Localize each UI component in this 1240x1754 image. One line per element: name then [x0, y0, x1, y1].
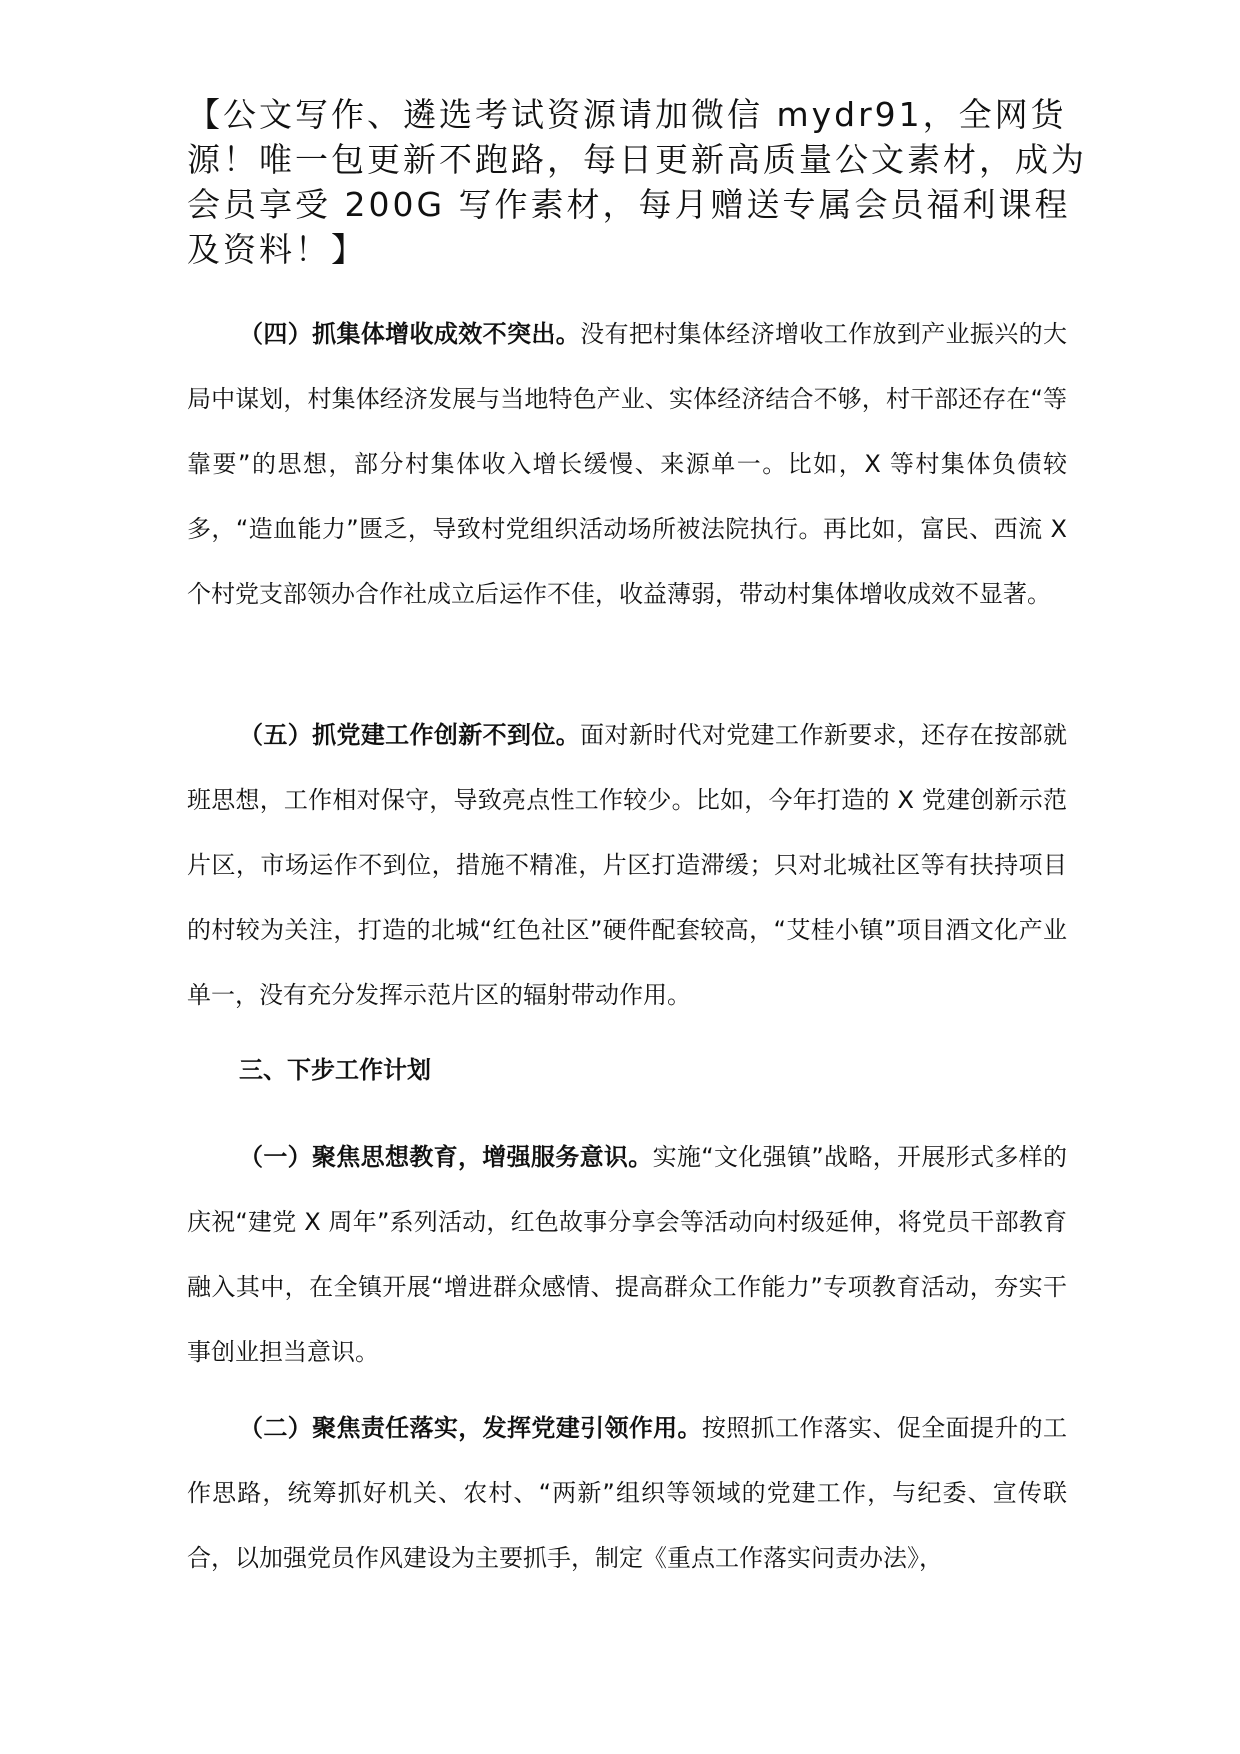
paragraph-party-innovation [187, 703, 1067, 1028]
paragraph-heading: （四）抓集体增收成效不突出。 [239, 320, 581, 348]
paragraph-heading: （一）聚焦思想教育，增强服务意识。 [239, 1143, 653, 1171]
paragraph-body: 没有把村集体经济增收工作放到产业振兴的大局中谋划，村集体经济发展与当地特色产业、实体经济结合不够，村干部还存在“等靠要”的思想，部分村集体收入增长缓慢、来源单一。比如，X 等村集体负债较多，“造血能力”匮乏，导致村党组织活动场所被法院执行。再比如，富民、西流 X 个村党支部领办合作社成立后运作不佳，收益薄弱，带动村集体增收成效不显著。 [187, 320, 1068, 608]
paragraph-body: 面对新时代对党建工作新要求，还存在按部就班思想，工作相对保守，导致亮点性工作较少。比如，今年打造的 X 党建创新示范片区，市场运作不到位，措施不精准，片区打造滞缓；只对北城社区等有扶持项目的村较为关注，打造的北城“红色社区”硬件配套较高，“艾桂小镇”项目酒文化产业单一，没有充分发挥示范片区的辐射带动作用。 [187, 721, 1068, 1009]
section-heading-next-steps: 三、下步工作计划 [239, 1056, 431, 1084]
paragraph-collective-income [187, 302, 1067, 627]
paragraph-ideological-education [187, 1125, 1067, 1385]
paragraph-body: 实施“文化强镇”战略，开展形式多样的庆祝“建党 X 周年”系列活动，红色故事分享会等活动向村级延伸，将党员干部教育融入其中，在全镇开展“增进群众感情、提高群众工作能力”专项教育活动，夯实干事创业担当意识。 [187, 1143, 1067, 1366]
paragraph-heading: （五）抓党建工作创新不到位。 [239, 721, 581, 749]
promo-banner: 【公文写作、遴选考试资源请加微信 mydr91，全网货源！唯一包更新不跑路，每日更新高质量公文素材，成为会员享受 200G 写作素材，每月赠送专属会员福利课程及资料！】 [187, 95, 1087, 269]
paragraph-responsibility [187, 1396, 1067, 1591]
paragraph-heading: （二）聚焦责任落实，发挥党建引领作用。 [239, 1414, 702, 1442]
paragraph-body: 按照抓工作落实、促全面提升的工作思路，统筹抓好机关、农村、“两新”组织等领域的党建工作，与纪委、宣传联合，以加强党员作风建设为主要抓手，制定《重点工作落实问责办法》， [187, 1414, 1068, 1572]
